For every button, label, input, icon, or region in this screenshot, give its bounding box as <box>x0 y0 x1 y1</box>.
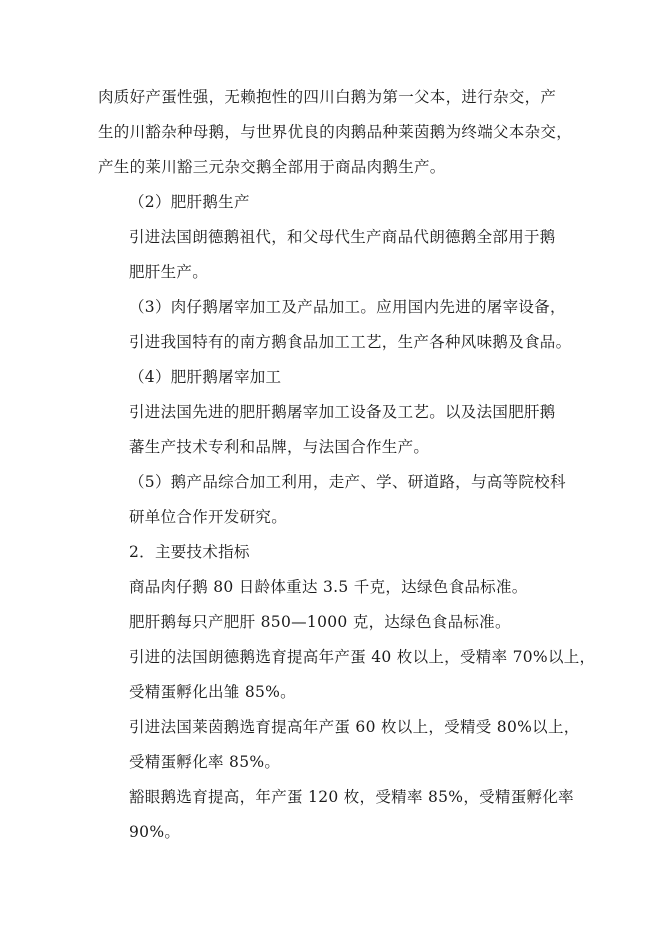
paragraph <box>98 220 573 290</box>
text-line: 受精蛋孵化率 85%。 <box>129 753 281 771</box>
text-line: 肥肝生产。 <box>129 263 209 281</box>
paragraph <box>98 640 596 710</box>
text-line: （2）肥肝鹅生产 <box>129 193 250 211</box>
text-line: 肉质好产蛋性强，无赖抱性的四川白鹅为第一父本，进行杂交，产 <box>98 88 557 106</box>
text-line: 受精蛋孵化出雏 85%。 <box>129 683 296 701</box>
paragraph <box>98 290 573 360</box>
paragraph <box>98 570 573 605</box>
text-line: 90%。 <box>129 823 181 841</box>
text-line: 引进法国朗德鹅祖代，和父母代生产商品代朗德鹅全部用于鹅 <box>129 228 556 246</box>
paragraph <box>98 80 573 185</box>
text-line: 肥肝鹅每只产肥肝 850—1000 克，达绿色食品标准。 <box>129 613 511 631</box>
text-line: 研单位合作开发研究。 <box>129 508 288 526</box>
text-line: （4）肥肝鹅屠宰加工 <box>129 368 282 386</box>
paragraph <box>98 185 573 220</box>
paragraph <box>98 605 573 640</box>
paragraph <box>98 395 573 465</box>
text-line: 引进法国莱茵鹅选育提高年产蛋 60 枚以上，受精受 80%以上， <box>129 718 580 736</box>
paragraph <box>98 535 573 570</box>
document-body <box>98 80 596 850</box>
text-line: 引进的法国朗德鹅选育提高年产蛋 40 枚以上，受精率 70%以上， <box>129 648 596 666</box>
text-line: 生的川豁杂种母鹅，与世界优良的肉鹅品种莱茵鹅为终端父本杂交， <box>98 123 573 141</box>
paragraph <box>98 465 573 535</box>
paragraph <box>98 710 580 780</box>
text-line: 引进法国先进的肥肝鹅屠宰加工设备及工艺。以及法国肥肝鹅 <box>129 403 556 421</box>
text-line: 商品肉仔鹅 80 日龄体重达 3.5 千克，达绿色食品标准。 <box>129 578 528 596</box>
text-line: 蕃生产技术专利和品牌，与法国合作生产。 <box>129 438 430 456</box>
text-line: （5）鹅产品综合加工利用，走产、学、研道路，与高等院校科 <box>129 473 566 491</box>
text-line: 引进我国特有的南方鹅食品加工工艺，生产各种风味鹅及食品。 <box>129 333 572 351</box>
paragraph <box>98 360 573 395</box>
text-line: 产生的莱川豁三元杂交鹅全部用于商品肉鹅生产。 <box>98 158 446 176</box>
paragraph <box>98 780 573 850</box>
text-line: 豁眼鹅选育提高，年产蛋 120 枚，受精率 85%，受精蛋孵化率 <box>129 788 574 806</box>
text-line: 2．主要技术指标 <box>129 543 250 561</box>
text-line: （3）肉仔鹅屠宰加工及产品加工。应用国内先进的屠宰设备， <box>129 298 566 316</box>
